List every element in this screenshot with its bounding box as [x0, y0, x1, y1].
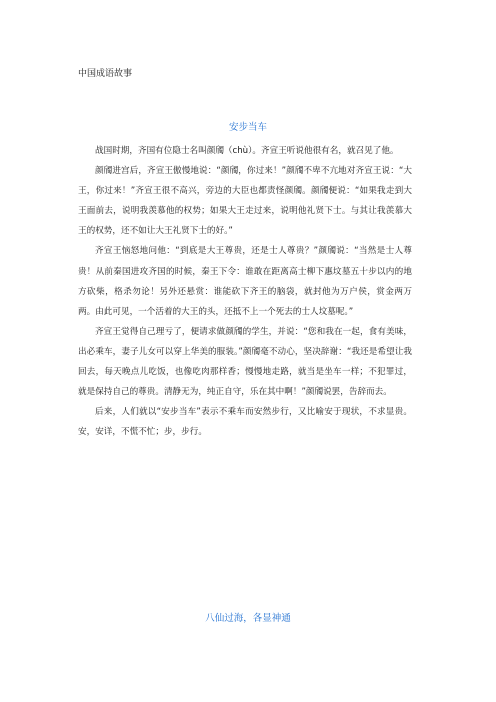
story-paragraph: 颜斶进宫后，齐宣王傲慢地说：“颜斶，你过来！”颜斶不卑不亢地对齐宣王说：“大王，你过来！”齐宣王很不高兴，旁边的大臣也都责怪颜斶。颜斶便说：“如果我走到大王面前去，说明我羡慕他的权势；如果大王走过来，说明他礼贤下士。与其让我羡慕大王的权势，还不如让大王礼贤下士的好。” — [78, 166, 412, 237]
story-body — [78, 141, 412, 442]
story-paragraph: 战国时期，齐国有位隐士名叫颜斶（chù）。齐宣王听说他很有名，就召见了他。 — [95, 146, 399, 156]
next-story-title: 八仙过海，各显神通 — [205, 613, 291, 624]
story-paragraph: 后来，人们就以“安步当车”表示不乘车而安然步行，又比喻安于现状，不求显贵。安，安详，不慌不忙；步，步行。 — [78, 407, 412, 438]
document-header: 中国成语故事 — [78, 69, 133, 79]
story-paragraph: 齐宣王恼怒地问他：“到底是大王尊贵，还是士人尊贵？”颜斶说：“当然是士人尊贵！从前秦国进攻齐国的时候，秦王下令：谁敢在距离高士柳下惠坟墓五十步以内的地方砍柴，格杀勿论！另外还悬赏：谁能砍下齐王的脑袋，就封他为万户侯，赏金两万两。由此可见，一个活着的大王的头，还抵不上一个死去的士人坟墓呢。” — [78, 246, 412, 317]
story-paragraph: 齐宣王觉得自己理亏了，便请求做颜斶的学生，并说：“您和我在一起，食有美味，出必乘车，妻子儿女可以穿上华美的服装。”颜斶毫不动心，坚决辞谢：“我还是希望让我回去，每天晚点儿吃饭，也像吃肉那样香；慢慢地走路，就当是坐车一样；不犯罪过，就是保持自己的尊贵。清静无为，纯正自守，乐在其中啊！”颜斶说罢，告辞而去。 — [78, 326, 412, 398]
story-title: 安步当车 — [228, 122, 267, 133]
